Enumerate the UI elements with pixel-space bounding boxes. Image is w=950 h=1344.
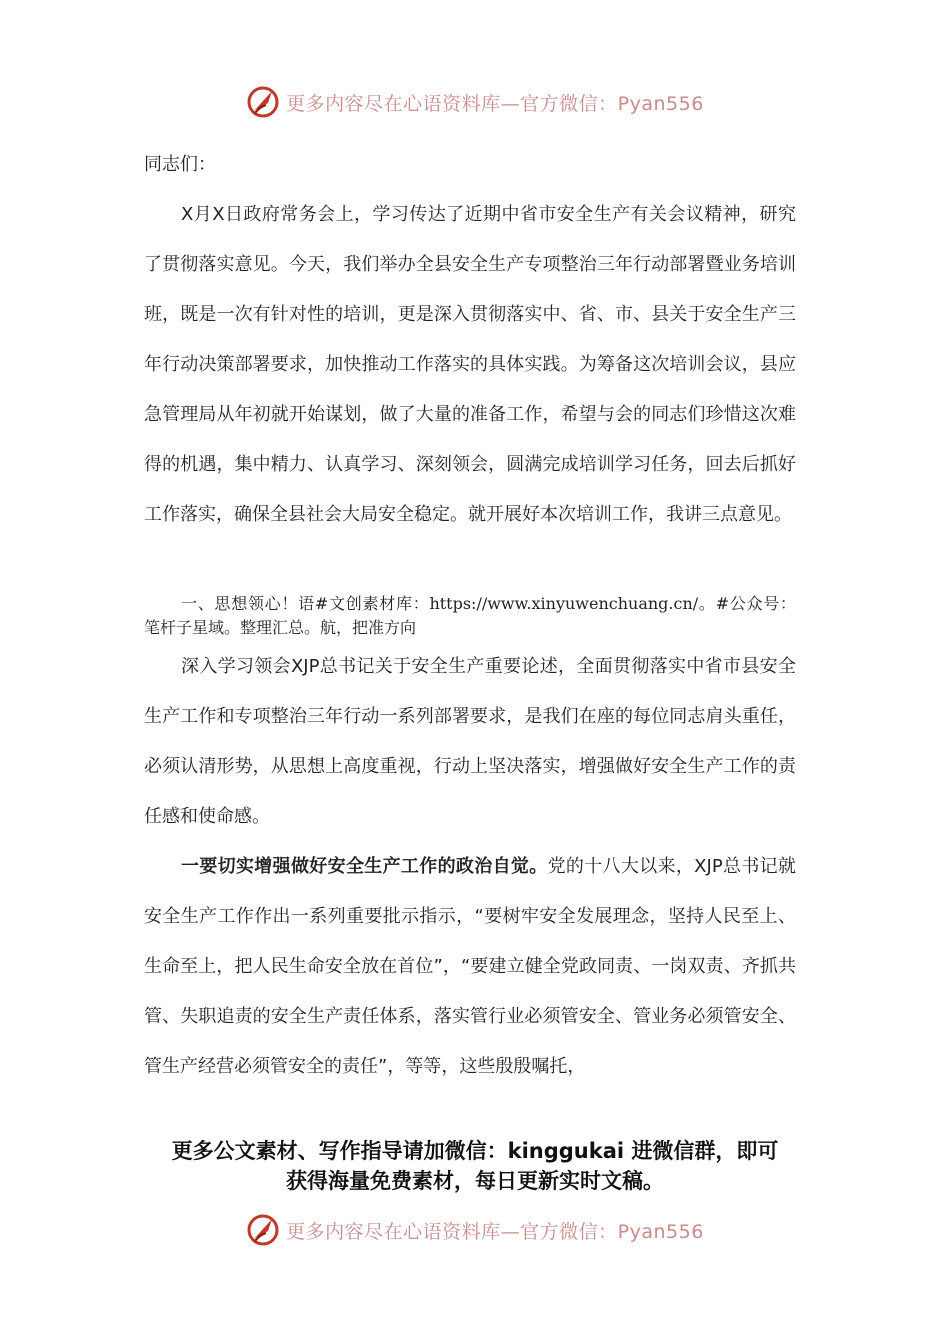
section-heading-1: 一、思想领心！语#文创素材库：https://www.xinyuwenchuang.cn/。#公众号：笔杆子星域。整理汇总。航，把准方向 (144, 594, 796, 637)
paragraph-political-awareness (144, 842, 796, 1092)
paragraph-lead-bold: 一要切实增强做好安全生产工作的政治自觉。 (181, 856, 548, 877)
promo-line-2: 获得海量免费素材，每日更新实时文稿。 (286, 1169, 664, 1193)
salutation: 同志们： (144, 154, 216, 175)
paragraph-intro: X月X日政府常务会上，学习传达了近期中省市安全生产有关会议精神，研究了贯彻落实意见。今天，我们举办全县安全生产专项整治三年行动部署暨业务培训班，既是一次有针对性的培训，更是深入贯彻落实中、省、市、县关于安全生产三年行动决策部署要求，加快推动工作落实的具体实践。为筹备这次培训会议，县应急管理局从年初就开始谋划，做了大量的准备工作，希望与会的同志们珍惜这次难得的机遇，集中精力、认真学习、深刻领会，圆满完成培训学习任务，回去后抓好工作落实，确保全县社会大局安全稳定。就开展好本次培训工作，我讲三点意见。 (144, 204, 796, 525)
quill-logo-icon (246, 85, 280, 119)
footer-watermark-banner (0, 1208, 950, 1252)
quill-logo-icon (246, 1213, 280, 1247)
paragraph-body: 党的十八大以来，XJP总书记就安全生产工作作出一系列重要批示指示，“要树牢安全发展理念，坚持人民至上、生命至上，把人民生命安全放在首位”，“要建立健全党政同责、一岗双责、齐抓共管、失职追责的安全生产责任体系，落实管行业必须管安全、管业务必须管安全、管生产经营必须管安全的责任”，等等，这些殷殷嘱托， (144, 856, 796, 1077)
promo-footer-text (120, 1136, 830, 1196)
paragraph-section1-intro: 深入学习领会XJP总书记关于安全生产重要论述，全面贯彻落实中省市县安全生产工作和专项整治三年行动一系列部署要求，是我们在座的每位同志肩头重任，必须认清形势，从思想上高度重视，行动上坚决落实，增强做好安全生产工作的责任感和使命感。 (144, 656, 796, 827)
watermark-text: 更多内容尽在心语资料库—官方微信：Pyan556 (286, 92, 704, 115)
promo-line-1: 更多公文素材、写作指导请加微信：kinggukai 进微信群，即可 (171, 1139, 779, 1163)
header-watermark-banner (0, 80, 950, 124)
watermark-text: 更多内容尽在心语资料库—官方微信：Pyan556 (286, 1220, 704, 1243)
